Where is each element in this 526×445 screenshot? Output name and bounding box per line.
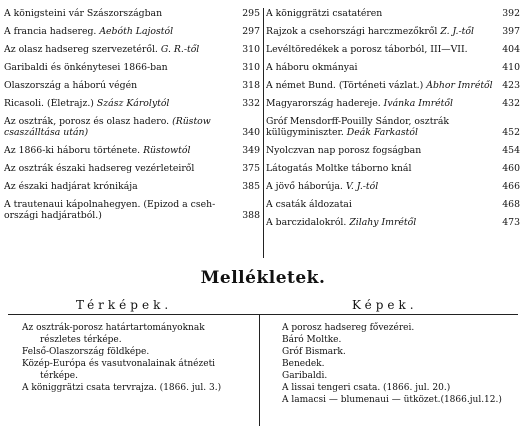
terkepek-item: Közép-Európa és vasutvonalainak átnézeti <box>22 359 216 369</box>
toc-entry-author: Aebóth Lajostól <box>99 26 174 37</box>
toc-entry-title <box>4 26 262 37</box>
toc-right-column <box>266 8 522 235</box>
table-of-contents <box>4 8 522 255</box>
toc-entry <box>266 98 522 116</box>
toc-entry-text: Az osztrák északi hadsereg vezérleteiről <box>4 163 195 174</box>
toc-entry <box>4 8 262 26</box>
toc-entry <box>266 80 522 98</box>
toc-entry-page: 397 <box>502 26 520 37</box>
toc-entry-text: Nyolczvan nap porosz fogságban <box>266 145 422 156</box>
toc-entry-text: Olaszország a háború végén <box>4 80 138 91</box>
toc-entry-author: Deák Farkastól <box>346 127 418 138</box>
toc-entry-title <box>4 98 262 109</box>
toc-entry-title <box>4 8 262 19</box>
toc-entry <box>4 62 262 80</box>
toc-entry-text: A német Bund. (Történeti vázlat.) <box>266 80 427 91</box>
toc-entry-title <box>4 62 262 73</box>
toc-entry-text: Látogatás Moltke táborno knál <box>266 163 412 174</box>
mellekletek-heading: Mellékletek. <box>200 268 326 288</box>
toc-entry-text: A königgrätzi csatatéren <box>266 8 383 19</box>
toc-entry-title <box>266 8 522 19</box>
terkepek-item: A königgrätzi csata tervrajza. (1866. jul. 3.) <box>22 383 222 393</box>
toc-entry-title <box>266 163 522 174</box>
toc-entry-text: Az 1866-ki háboru története. <box>4 145 144 156</box>
kepek-heading: Képek. <box>352 298 418 312</box>
toc-entry <box>4 44 262 62</box>
kepek-item: Garibaldi. <box>282 371 328 381</box>
toc-entry <box>266 163 522 181</box>
toc-entry <box>4 145 262 163</box>
kepek-item: A lamacsi — blumenaui — ütközet.(1866.jul.12.) <box>282 395 502 405</box>
terkepek-item: részletes térképe. <box>40 335 122 345</box>
toc-entry <box>4 181 262 199</box>
toc-entry-page: 392 <box>502 8 520 19</box>
column-divider <box>263 8 264 258</box>
toc-entry-page: 404 <box>502 44 520 55</box>
toc-entry-text: A francia hadsereg. <box>4 26 100 37</box>
toc-entry-page: 452 <box>502 127 520 138</box>
toc-entry-author: Szász Károlytól <box>96 98 170 109</box>
toc-entry-text: Az osztrák, porosz és olasz hadero. <box>4 116 173 127</box>
toc-entry-title <box>266 145 522 156</box>
toc-entry-text: Ricasoli. (Életrajz.) <box>4 98 97 109</box>
toc-entry-author: V. J.-tól <box>345 181 379 192</box>
toc-entry-title <box>266 181 522 192</box>
toc-entry-page: 295 <box>242 8 260 19</box>
toc-entry-title <box>4 80 262 91</box>
kepek-list <box>282 322 518 406</box>
terkepek-item: Felső-Olaszország földképe. <box>22 347 150 357</box>
toc-entry-text: Az olasz hadsereg szervezetéről. <box>4 44 161 55</box>
toc-entry-page: 375 <box>242 163 260 174</box>
toc-entry-title <box>4 145 262 156</box>
toc-entry-page: 432 <box>502 98 520 109</box>
toc-entry-page: 385 <box>242 181 260 192</box>
toc-entry-title <box>4 181 262 192</box>
toc-entry-page: 310 <box>242 44 260 55</box>
kepek-item: A porosz hadsereg fővezérei. <box>282 323 415 333</box>
toc-entry <box>266 217 522 235</box>
toc-entry <box>4 163 262 181</box>
toc-entry-text: A trautenaui kápolnahegyen. (Epizod a cseh-országi hadjáratból.) <box>4 199 216 221</box>
toc-entry-title <box>266 26 522 37</box>
kepek-item: Gróf Bismark. <box>282 347 346 357</box>
toc-entry <box>4 116 262 145</box>
toc-entry <box>266 181 522 199</box>
kepek-item: Benedek. <box>282 359 325 369</box>
kepek-item: A lissai tengeri csata. (1866. jul. 20.) <box>282 383 451 393</box>
toc-entry <box>4 26 262 44</box>
toc-entry-page: 468 <box>502 199 520 210</box>
terkepek-item: térképe. <box>40 371 78 381</box>
toc-entry <box>266 199 522 217</box>
toc-entry-page: 473 <box>502 217 520 228</box>
toc-entry-text: Az északi hadjárat krónikája <box>4 181 138 192</box>
toc-entry-title <box>4 44 262 55</box>
toc-entry <box>4 199 262 228</box>
toc-entry-title <box>266 98 522 109</box>
toc-entry-page: 318 <box>242 80 260 91</box>
toc-entry-author: Rüstowtól <box>143 145 191 156</box>
toc-entry-author: Z. J.-től <box>440 26 474 37</box>
toc-entry-author: Ivánka Imrétől <box>383 98 453 109</box>
toc-entry-title <box>4 116 262 138</box>
toc-entry <box>4 80 262 98</box>
toc-entry-title <box>4 199 262 221</box>
toc-entry-page: 388 <box>242 210 260 221</box>
toc-entry-author: Zilahy Imrétől <box>349 217 417 228</box>
toc-entry-title <box>266 116 522 138</box>
section-rule <box>8 314 518 315</box>
toc-entry <box>266 26 522 44</box>
toc-entry <box>266 116 522 145</box>
toc-entry <box>266 62 522 80</box>
kepek-item: Báró Moltke. <box>282 335 342 345</box>
toc-entry-title <box>266 80 522 91</box>
toc-entry-text: Gróf Mensdorff-Pouilly Sándor, osztrák külügyminiszter. <box>266 116 450 138</box>
toc-entry-text: A barczidalokról. <box>266 217 350 228</box>
toc-entry-title <box>266 217 522 228</box>
toc-entry-page: 423 <box>502 80 520 91</box>
toc-entry-text: Rajzok a csehországi harczmezőkről <box>266 26 441 37</box>
toc-entry-author: G. R.-től <box>160 44 200 55</box>
toc-entry-page: 297 <box>242 26 260 37</box>
toc-entry-text: Magyarország hadereje. <box>266 98 384 109</box>
terkepek-list <box>22 322 252 394</box>
toc-entry-text: Levéltöredékek a porosz táborból, III—VII. <box>266 44 468 55</box>
toc-entry-author: (Rüstow csaszálltása után) <box>4 116 211 138</box>
toc-entry-title <box>266 199 522 210</box>
toc-entry <box>4 98 262 116</box>
toc-entry-page: 454 <box>502 145 520 156</box>
terkepek-heading: Térképek. <box>76 298 173 312</box>
toc-entry-text: A háboru okmányai <box>266 62 358 73</box>
toc-entry-title <box>4 163 262 174</box>
terkepek-item: Az osztrák-porosz határtartományoknak <box>22 323 205 333</box>
toc-entry-author: Ábhor Imrétől <box>426 80 493 91</box>
toc-entry <box>266 44 522 62</box>
toc-entry-page: 332 <box>242 98 260 109</box>
toc-left-column <box>4 8 262 228</box>
toc-entry-page: 466 <box>502 181 520 192</box>
toc-entry-page: 460 <box>502 163 520 174</box>
toc-entry-title <box>266 44 522 55</box>
toc-entry-text: A csaták áldozatai <box>266 199 352 210</box>
toc-entry-page: 340 <box>242 127 260 138</box>
toc-entry-page: 410 <box>502 62 520 73</box>
toc-entry-title <box>266 62 522 73</box>
toc-entry-page: 310 <box>242 62 260 73</box>
section-divider <box>259 314 260 426</box>
toc-entry-text: A königsteini vár Szászországban <box>4 8 163 19</box>
toc-entry-text: A jövő háborúja. <box>266 181 346 192</box>
toc-entry <box>266 145 522 163</box>
toc-entry <box>266 8 522 26</box>
toc-entry-page: 349 <box>242 145 260 156</box>
toc-entry-text: Garibaldi és önkénytesei 1866-ban <box>4 62 168 73</box>
